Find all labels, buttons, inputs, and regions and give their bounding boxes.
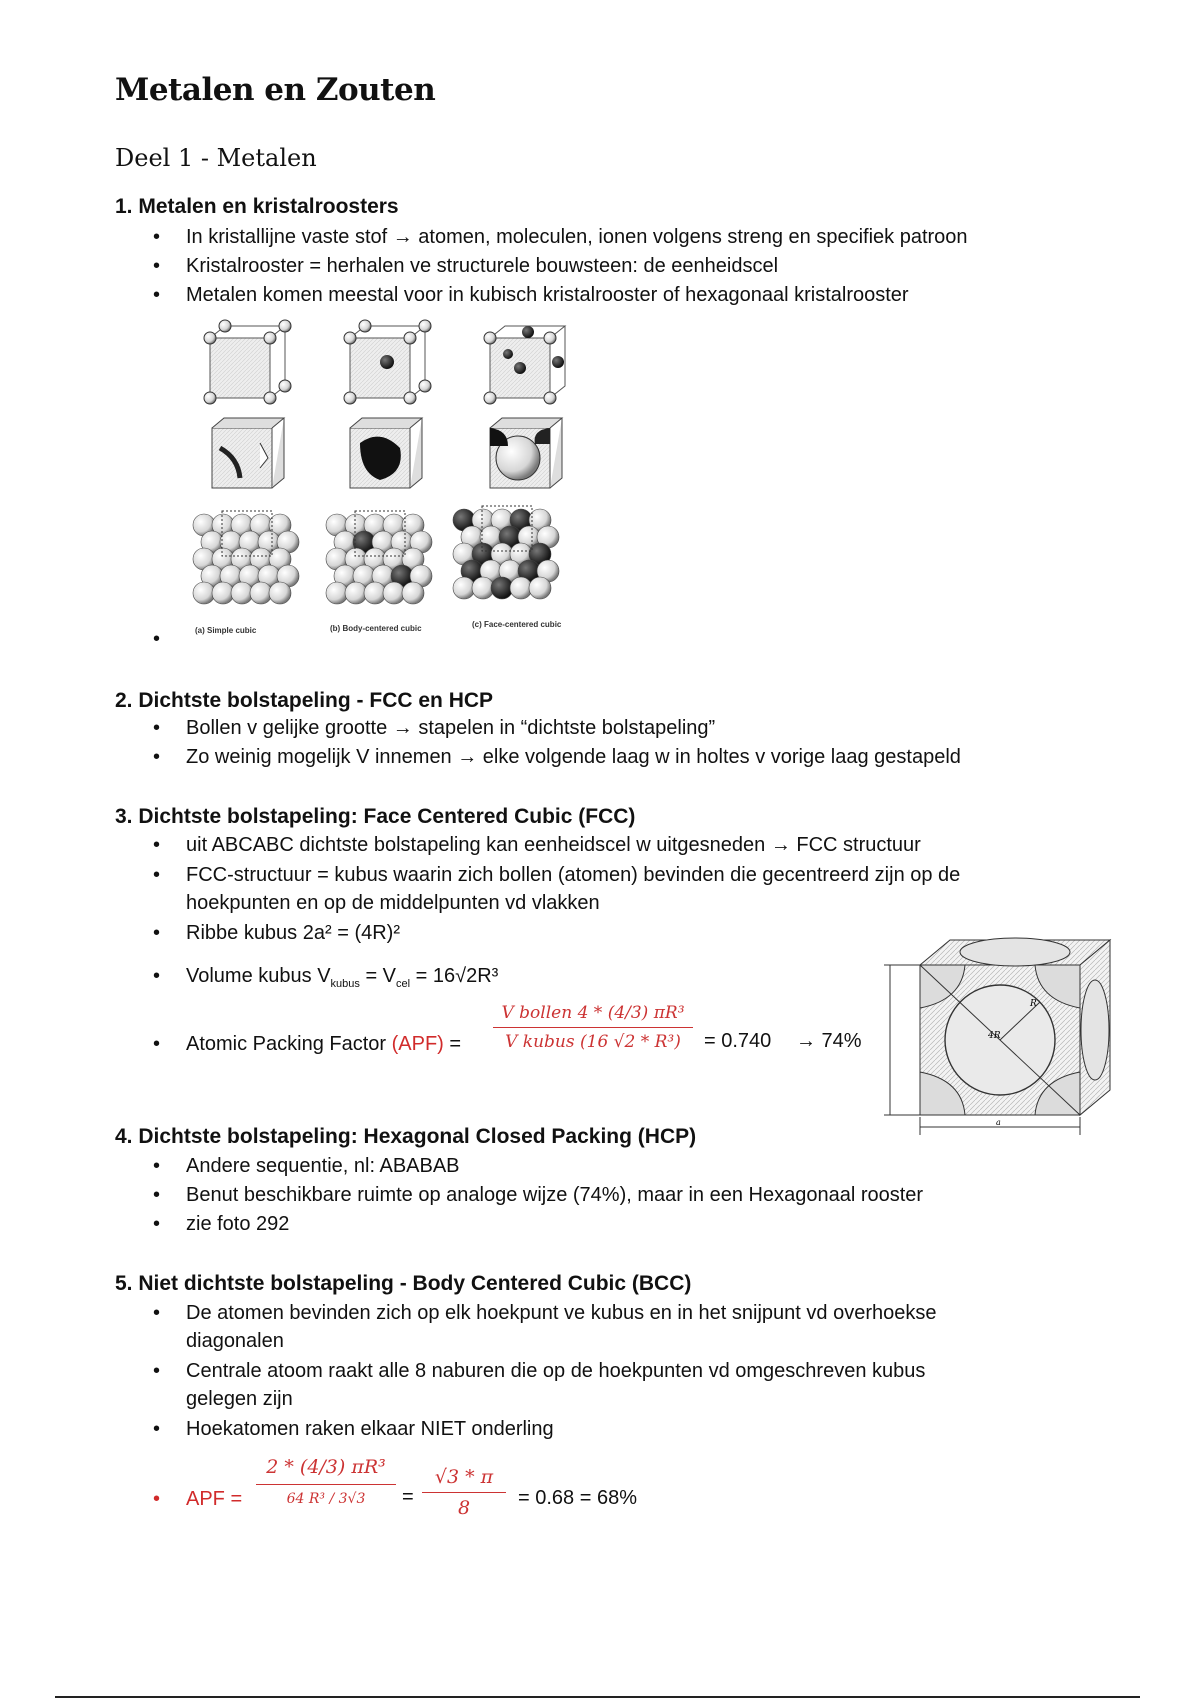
- bcc-equals: =: [402, 1486, 414, 1508]
- sphere: [212, 582, 234, 604]
- section-subtitle: Deel 1 - Metalen: [115, 144, 317, 172]
- apf-equals: =: [443, 1033, 462, 1055]
- s3-item-3: • Ribbe kubus 2a² = (4R)²: [186, 919, 1086, 947]
- s1-item-2: • Kristalrooster = herhalen ve structurele bouwsteen: de eenheidscel: [186, 252, 1086, 280]
- s3-item-1: • uit ABCABC dichtste bolstapeling kan eenheidscel w uitgesneden → FCC structuur: [186, 831, 1086, 859]
- fcc-label-r: R: [1030, 999, 1037, 1009]
- s5-item-1-line-1: De atomen bevinden zich op elk hoekpunt ve kubus en in het snijpunt vd overhoekse: [186, 1302, 937, 1324]
- s1-item-1: • In kristallijne vaste stof → atomen, moleculen, ionen volgens streng en specifiek patroon: [186, 223, 1086, 251]
- document-title: Metalen en Zouten: [115, 72, 436, 108]
- volume-sub-cel: cel: [396, 978, 411, 990]
- sphere: [231, 582, 253, 604]
- section-4-heading: 4. Dichtste bolstapeling: Hexagonal Closed Packing (HCP): [115, 1125, 697, 1148]
- section-5-heading: 5. Niet dichtste bolstapeling - Body Centered Cubic (BCC): [115, 1272, 692, 1295]
- s2-item-1: • Bollen v gelijke grootte → stapelen in “dichtste bolstapeling”: [186, 714, 1086, 742]
- s4-item-3: • zie foto 292: [186, 1210, 1086, 1238]
- sphere-stack-row: [193, 506, 559, 604]
- bcc-fraction-2: [422, 1466, 506, 1519]
- sphere: [402, 582, 424, 604]
- volume-label: Volume kubus V: [186, 965, 331, 987]
- s5-item-1-line-2: diagonalen: [186, 1330, 284, 1352]
- s3-item-2: [186, 861, 1086, 917]
- s3-item-2-line-1: FCC-structuur = kubus waarin zich bollen (atomen) bevinden die gecentreerd zijn op de: [186, 864, 961, 886]
- caption-body-centered-cubic: (b) Body-centered cubic: [330, 624, 422, 633]
- bcc-fraction-2-denominator: 8: [457, 1497, 471, 1519]
- volume-sub-kubus: kubus: [330, 978, 360, 990]
- apf-fcc-result: = 0.740: [704, 1030, 772, 1052]
- section-1-heading: 1. Metalen en kristalroosters: [115, 195, 399, 218]
- s1-empty-bullet: •: [153, 628, 161, 650]
- bcc-fraction-1-numerator: 2 * (4/3) πR³: [256, 1456, 396, 1485]
- section-3-heading: 3. Dichtste bolstapeling: Face Centered Cubic (FCC): [115, 805, 636, 828]
- apf-fcc-fraction: [493, 1003, 693, 1052]
- s5-item-2-line-1: Centrale atoom raakt alle 8 naburen die op de hoekpunten vd omgeschreven kubus: [186, 1360, 926, 1382]
- s2-item-2: • Zo weinig mogelijk V innemen → elke volgende laag w in holtes v vorige laag gestapeld: [186, 743, 1086, 771]
- s1-item-3: • Metalen komen meestal voor in kubisch kristalrooster of hexagonaal kristalrooster: [186, 281, 1086, 309]
- body-centered-cubic-cell: [344, 320, 431, 404]
- s4-item-1: • Andere sequentie, nl: ABABAB: [186, 1152, 1086, 1180]
- volume-mid: = V: [359, 965, 397, 987]
- s5-item-1: [186, 1299, 1086, 1355]
- bcc-apf-label: • APF =: [186, 1485, 266, 1513]
- volume-formula: = 16√2R³: [410, 965, 499, 987]
- s4-item-2: • Benut beschikbare ruimte op analoge wijze (74%), maar in een Hexagonaal rooster: [186, 1181, 1086, 1209]
- bcc-result: = 0.68 = 68%: [518, 1487, 637, 1509]
- bcc-fraction-2-numerator: √3 * π: [422, 1466, 506, 1493]
- apf-abbreviation: (APF): [391, 1033, 444, 1055]
- caption-simple-cubic: (a) Simple cubic: [195, 626, 257, 635]
- sphere: [193, 582, 215, 604]
- s5-item-3: • Hoekatomen raken elkaar NIET onderling: [186, 1415, 1086, 1443]
- crystal-lattice-figure: [190, 318, 600, 638]
- sphere-stack-3: [453, 506, 559, 599]
- apf-fcc-percent: → 74%: [796, 1030, 862, 1052]
- body-centered-cubic-cut: [350, 418, 422, 488]
- fcc-label-4r: 4R: [988, 1031, 1001, 1041]
- caption-face-centered-cubic: (c) Face-centered cubic: [472, 620, 562, 629]
- fcc-label-a: a: [996, 1118, 1001, 1127]
- sphere: [529, 577, 551, 599]
- sphere-stack-2: [326, 511, 432, 604]
- sphere-stack-1: [193, 511, 299, 604]
- simple-cubic-cut: [212, 418, 284, 488]
- apf-fcc-numerator: V bollen 4 * (4/3) πR³: [493, 1003, 693, 1028]
- s5-item-2: [186, 1357, 1086, 1413]
- fcc-unit-cell-figure: [880, 920, 1120, 1140]
- apf-fcc-denominator: V kubus (16 √2 * R³): [505, 1032, 681, 1052]
- s3-item-2-line-2: hoekpunten en op de middelpunten vd vlakken: [186, 892, 600, 914]
- apf-label: Atomic Packing Factor: [186, 1033, 392, 1055]
- s5-item-2-line-2: gelegen zijn: [186, 1388, 293, 1410]
- bcc-fraction-1: [256, 1456, 396, 1507]
- face-centered-cubic-cut: [490, 418, 562, 488]
- page-bottom-rule: [55, 1696, 1140, 1698]
- section-2-heading: 2. Dichtste bolstapeling - FCC en HCP: [115, 689, 494, 712]
- simple-cubic-cell: [204, 320, 291, 404]
- bcc-fraction-1-denominator: 64 R³ / 3√3: [286, 1491, 366, 1507]
- face-centered-cubic-cell: [484, 326, 565, 404]
- sphere: [269, 582, 291, 604]
